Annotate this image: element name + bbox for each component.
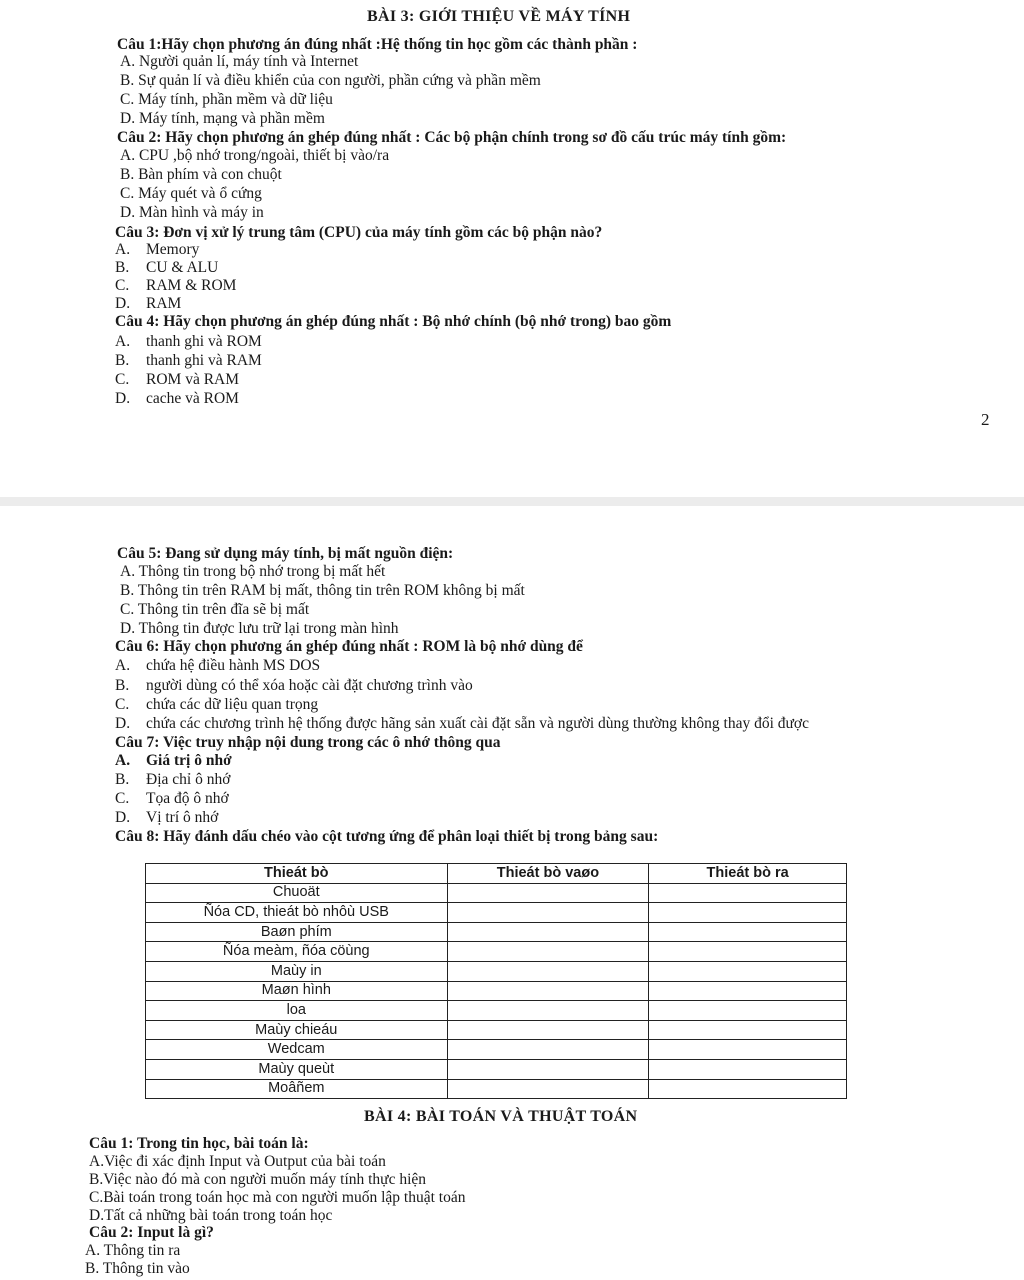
question-3-option-c: C. RAM & ROM (115, 277, 237, 294)
device-name-cell: Maùy in (146, 961, 448, 981)
output-mark-cell[interactable] (649, 903, 847, 923)
question-4-option-a: A. thanh ghi và ROM (115, 333, 262, 350)
question-4-option-c: C. ROM và RAM (115, 371, 240, 388)
question-7-option-b: B. Địa chỉ ô nhớ (115, 771, 231, 788)
question-1-option-b: B. Sự quản lí và điều khiển của con người, phần cứng và phần mềm (120, 72, 541, 89)
question-1-option-d: D. Máy tính, mạng và phần mềm (120, 110, 325, 127)
output-mark-cell[interactable] (649, 961, 847, 981)
device-name-cell: Maùy chieáu (146, 1020, 448, 1040)
table-row (146, 1040, 847, 1060)
input-mark-cell[interactable] (447, 961, 649, 981)
column-header-device: Thieát bò (146, 864, 448, 884)
output-mark-cell[interactable] (649, 1040, 847, 1060)
question-6-option-a: A. chứa hệ điều hành MS DOS (115, 657, 321, 674)
table-row (146, 903, 847, 923)
question-7-option-c: C. Tọa độ ô nhớ (115, 790, 229, 807)
page-number: 2 (981, 410, 990, 429)
output-mark-cell[interactable] (649, 1001, 847, 1021)
question-2-option-d: D. Màn hình và máy in (120, 204, 264, 221)
question-1-option-a: A. Người quản lí, máy tính và Internet (120, 53, 359, 70)
input-mark-cell[interactable] (447, 903, 649, 923)
question-4-option-d: D. cache và ROM (115, 390, 239, 407)
table-row (146, 1020, 847, 1040)
question-5-option-c: C. Thông tin trên đĩa sẽ bị mất (120, 601, 310, 618)
question-1-option-c: C. Máy tính, phần mềm và dữ liệu (120, 91, 333, 108)
table-row (146, 883, 847, 903)
question-6-option-b: B. người dùng có thể xóa hoặc cài đặt chương trình vào (115, 677, 473, 694)
page-separator (0, 497, 1024, 506)
column-header-output-device: Thieát bò ra (649, 864, 847, 884)
output-mark-cell[interactable] (649, 1020, 847, 1040)
output-mark-cell[interactable] (649, 883, 847, 903)
input-mark-cell[interactable] (447, 1020, 649, 1040)
question-5: Câu 5: Đang sử dụng máy tính, bị mất nguồn điện: (117, 545, 454, 562)
lesson-4-question-1-option-a: A.Việc đi xác định Input và Output của bài toán (89, 1153, 386, 1170)
lesson-3-title: BÀI 3: GIỚI THIỆU VỀ MÁY TÍNH (367, 8, 631, 25)
lesson-4-title: BÀI 4: BÀI TOÁN VÀ THUẬT TOÁN (364, 1108, 638, 1125)
table-row (146, 942, 847, 962)
question-5-option-b: B. Thông tin trên RAM bị mất, thông tin trên ROM không bị mất (120, 582, 525, 599)
question-7-option-d: D. Vị trí ô nhớ (115, 809, 219, 826)
input-mark-cell[interactable] (447, 1001, 649, 1021)
output-mark-cell[interactable] (649, 942, 847, 962)
output-mark-cell[interactable] (649, 922, 847, 942)
question-3-option-b: B. CU & ALU (115, 259, 219, 276)
question-4: Câu 4: Hãy chọn phương án ghép đúng nhất : Bộ nhớ chính (bộ nhớ trong) bao gồm (115, 313, 672, 330)
question-8: Câu 8: Hãy đánh dấu chéo vào cột tương ứng để phân loại thiết bị trong bảng sau: (115, 828, 659, 845)
lesson-4-question-1-option-b: B.Việc nào đó mà con người muốn máy tính thực hiện (89, 1171, 427, 1188)
input-mark-cell[interactable] (447, 981, 649, 1001)
question-2-option-c: C. Máy quét và ổ cứng (120, 185, 262, 202)
question-6-option-d: D. chứa các chương trình hệ thống được hãng sản xuất cài đặt sẵn và người dùng thường không thay đổi được (115, 715, 810, 732)
output-mark-cell[interactable] (649, 1079, 847, 1099)
question-3-option-a: A. Memory (115, 241, 200, 258)
lesson-4-question-1-option-c: C.Bài toán trong toán học mà con người muốn lập thuật toán (89, 1189, 466, 1206)
input-mark-cell[interactable] (447, 883, 649, 903)
device-name-cell: Ñóa meàm, ñóa cöùng (146, 942, 448, 962)
question-6: Câu 6: Hãy chọn phương án ghép đúng nhất : ROM là bộ nhớ dùng để (115, 638, 583, 655)
table-row (146, 1059, 847, 1079)
output-mark-cell[interactable] (649, 981, 847, 1001)
device-classification-table (145, 863, 847, 1099)
device-name-cell: loa (146, 1001, 448, 1021)
lesson-4-question-1: Câu 1: Trong tin học, bài toán là: (89, 1135, 309, 1152)
column-header-input-device: Thieát bò vaøo (447, 864, 649, 884)
question-3: Câu 3: Đơn vị xử lý trung tâm (CPU) của máy tính gồm các bộ phận nào? (115, 224, 603, 241)
output-mark-cell[interactable] (649, 1059, 847, 1079)
table-row (146, 922, 847, 942)
input-mark-cell[interactable] (447, 1079, 649, 1099)
device-name-cell: Moâñem (146, 1079, 448, 1099)
table-row (146, 961, 847, 981)
lesson-4-question-2-option-b: B. Thông tin vào (85, 1260, 190, 1277)
device-name-cell: Maøn hình (146, 981, 448, 1001)
question-7-option-a: A. Giá trị ô nhớ (115, 752, 232, 769)
question-4-option-b: B. thanh ghi và RAM (115, 352, 262, 369)
device-name-cell: Chuoät (146, 883, 448, 903)
question-3-option-d: D. RAM (115, 295, 182, 312)
table-row (146, 1079, 847, 1099)
device-name-cell: Maùy queùt (146, 1059, 448, 1079)
question-6-option-c: C. chứa các dữ liệu quan trọng (115, 696, 319, 713)
lesson-4-question-2: Câu 2: Input là gì? (89, 1224, 214, 1241)
question-2: Câu 2: Hãy chọn phương án ghép đúng nhất : Các bộ phận chính trong sơ đồ cấu trúc máy tính gồm: (117, 129, 787, 146)
input-mark-cell[interactable] (447, 942, 649, 962)
device-name-cell: Ñóa CD, thieát bò nhôù USB (146, 903, 448, 923)
table-row (146, 1001, 847, 1021)
question-5-option-d: D. Thông tin được lưu trữ lại trong màn hình (120, 620, 399, 637)
table-header-row (146, 864, 847, 884)
question-2-option-a: A. CPU ,bộ nhớ trong/ngoài, thiết bị vào/ra (120, 147, 390, 164)
question-1: Câu 1:Hãy chọn phương án đúng nhất :Hệ thống tin học gồm các thành phần : (117, 36, 638, 53)
table-row (146, 981, 847, 1001)
lesson-4-question-1-option-d: D.Tất cả những bài toán trong toán học (89, 1207, 333, 1224)
input-mark-cell[interactable] (447, 1059, 649, 1079)
question-2-option-b: B. Bàn phím và con chuột (120, 166, 282, 183)
lesson-4-question-2-option-a: A. Thông tin ra (85, 1242, 181, 1259)
input-mark-cell[interactable] (447, 922, 649, 942)
question-7: Câu 7: Việc truy nhập nội dung trong các ô nhớ thông qua (115, 734, 501, 751)
device-name-cell: Wedcam (146, 1040, 448, 1060)
question-5-option-a: A. Thông tin trong bộ nhớ trong bị mất hết (120, 563, 386, 580)
device-name-cell: Baøn phím (146, 922, 448, 942)
input-mark-cell[interactable] (447, 1040, 649, 1060)
